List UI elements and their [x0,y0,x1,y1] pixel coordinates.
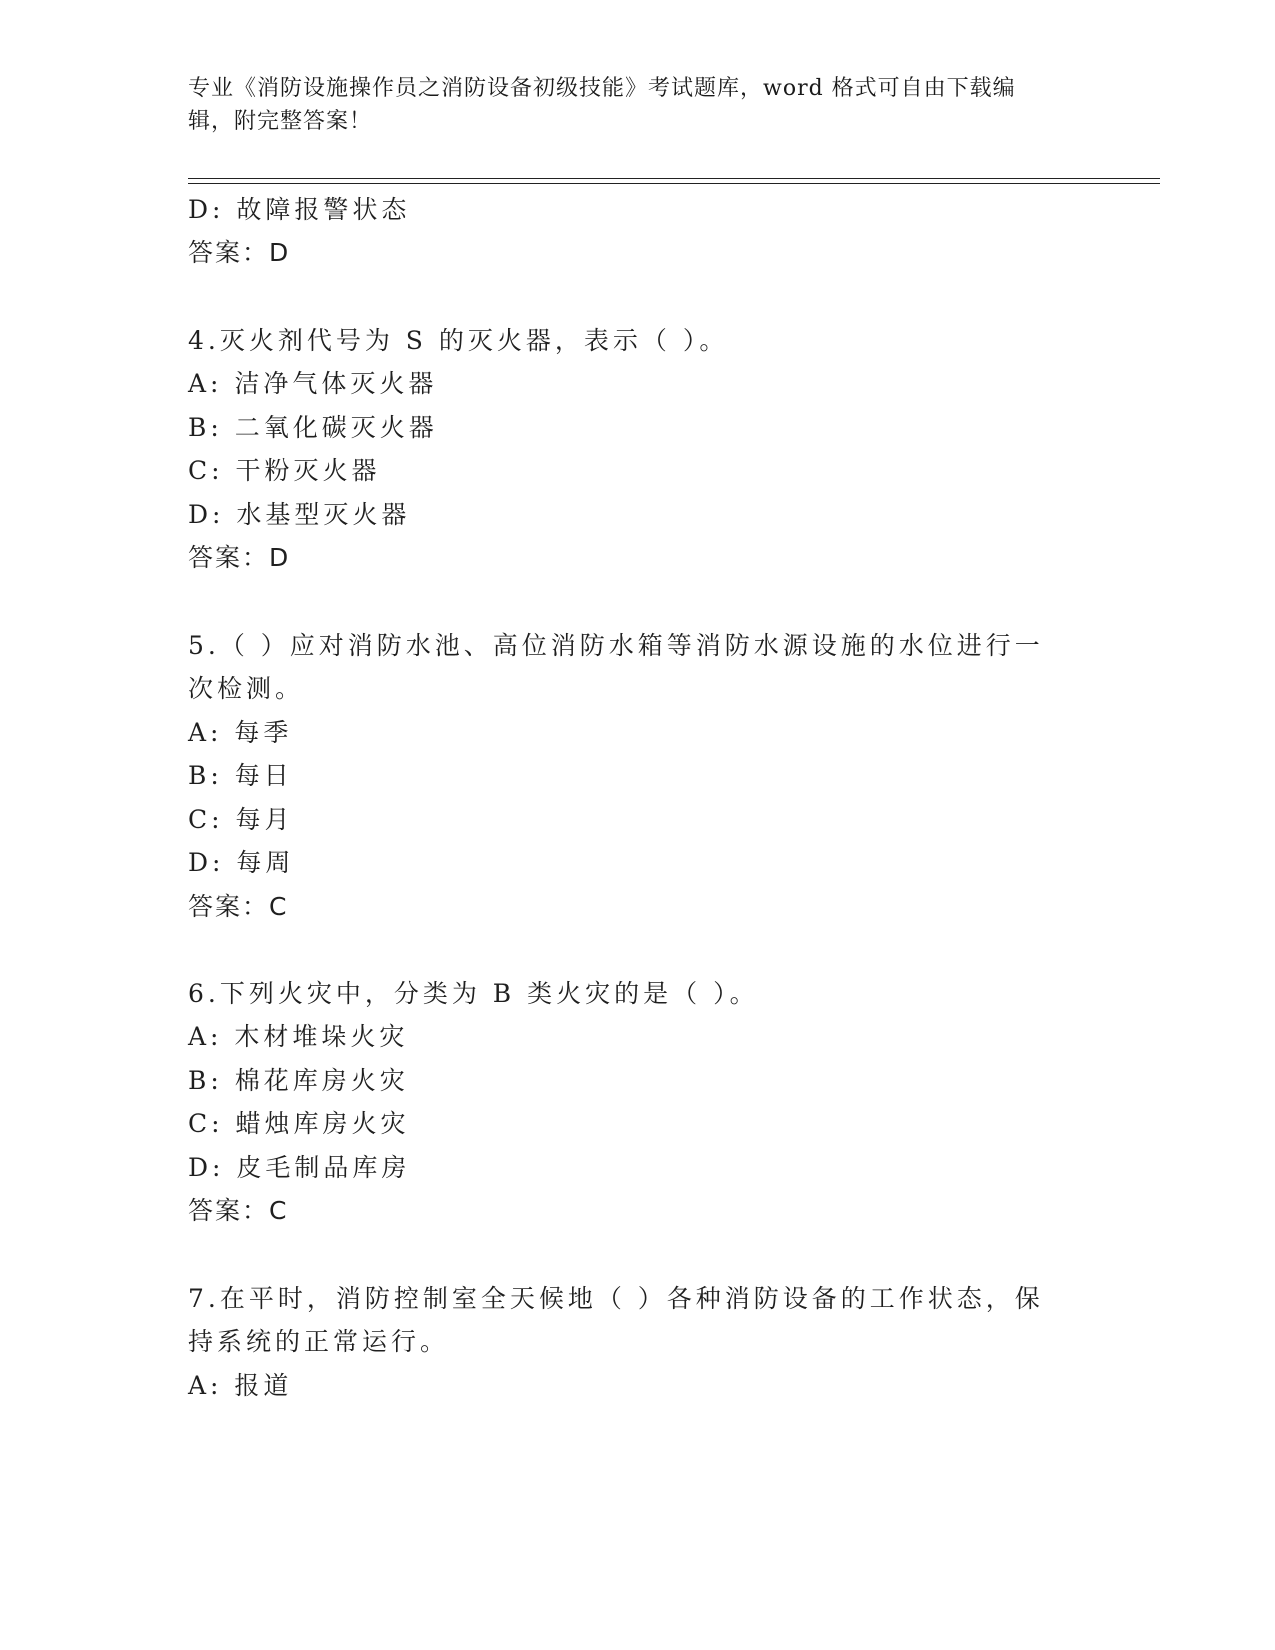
question-7-option-a: A: 报道 [188,1371,293,1400]
document-header [188,72,1068,138]
question-6-answer: 答案：C [188,1196,289,1225]
question-5-option-b: B: 每日 [188,761,293,790]
question-7-stem-line-2: 持系统的正常运行。 [188,1327,450,1356]
question-5-option-d: D: 每周 [188,848,295,877]
question-7-stem-line-1: 7.在平时，消防控制室全天候地（ ）各种消防设备的工作状态，保 [188,1284,1044,1313]
question-4-option-b: B: 二氧化碳灭火器 [188,413,438,442]
question-5-stem-line-1: 5.（ ）应对消防水池、高位消防水箱等消防水源设施的水位进行一 [188,631,1044,660]
header-divider-bottom [188,183,1160,184]
question-6-stem: 6.下列火灾中，分类为 B 类火灾的是（ ）。 [188,979,759,1008]
question-6-option-c: C: 蜡烛库房火灾 [188,1109,410,1138]
question-6-option-b: B: 棉花库房火灾 [188,1066,409,1095]
question-4-answer: 答案：D [188,543,291,572]
question-6-option-d: D: 皮毛制品库房 [188,1153,411,1182]
header-divider-top [188,178,1160,179]
question-4-option-d: D: 水基型灭火器 [188,500,411,529]
question-5-option-c: C: 每月 [188,805,294,834]
question-5-option-a: A: 每季 [188,718,293,747]
header-line-2: 辑，附完整答案！ [188,109,373,134]
question-4-option-c: C: 干粉灭火器 [188,456,381,485]
header-line-1: 专业《消防设施操作员之消防设备初级技能》考试题库，word 格式可自由下载编 [188,76,1016,101]
question-4-option-a: A: 洁净气体灭火器 [188,369,438,398]
answer: 答案：D [188,238,291,267]
question-5-stem-line-2: 次检测。 [188,674,305,703]
question-6-option-a: A: 木材堆垛火灾 [188,1022,409,1051]
option-d: D: 故障报警状态 [188,195,411,224]
question-5-answer: 答案：C [188,892,289,921]
question-4-stem: 4.灭火剂代号为 S 的灭火器，表示（ ）。 [188,326,729,355]
